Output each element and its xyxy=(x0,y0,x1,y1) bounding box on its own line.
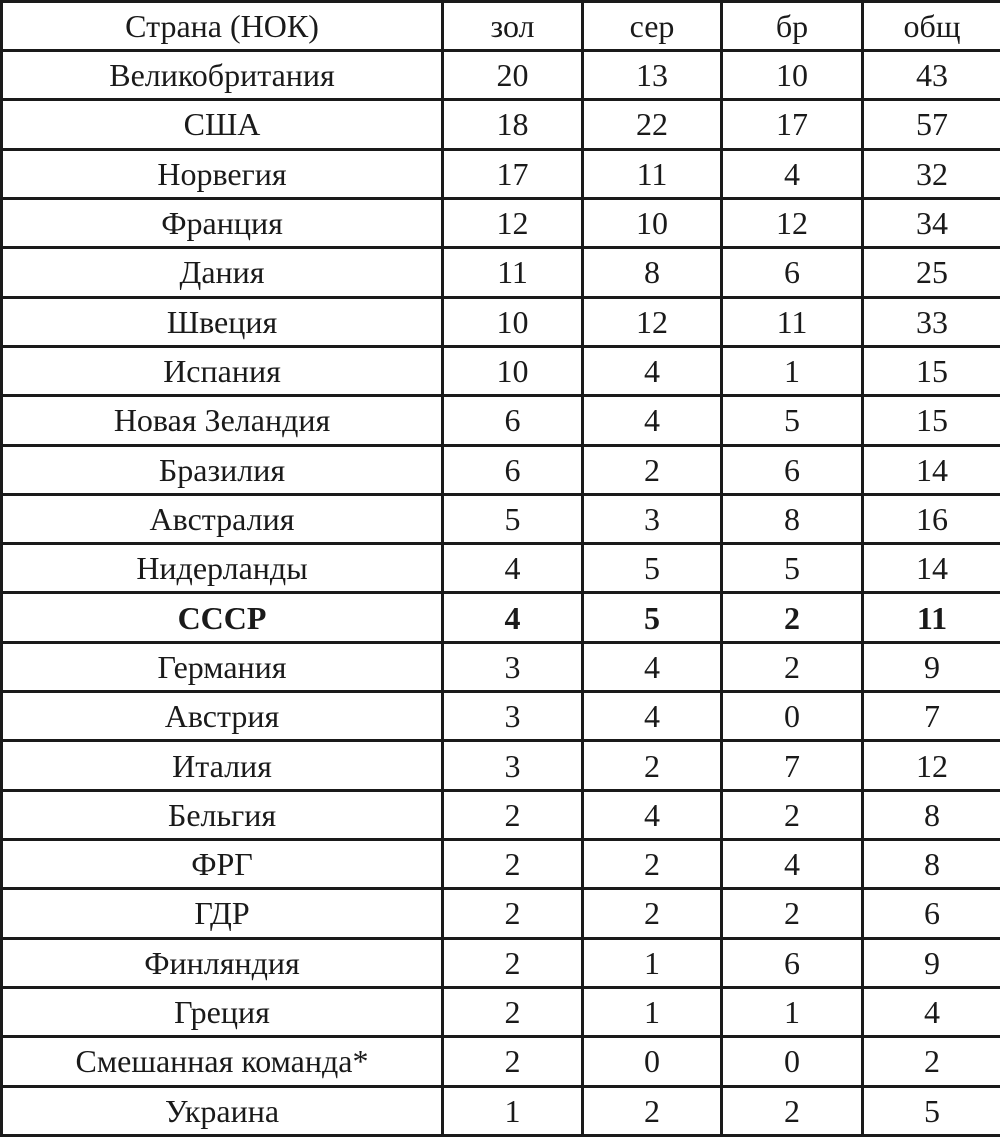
silver-cell: 13 xyxy=(583,51,722,100)
total-cell: 5 xyxy=(863,1086,1000,1135)
bronze-cell: 12 xyxy=(722,198,863,247)
gold-cell: 2 xyxy=(443,840,583,889)
gold-cell: 20 xyxy=(443,51,583,100)
bronze-cell: 2 xyxy=(722,1086,863,1135)
bronze-cell: 7 xyxy=(722,741,863,790)
total-cell: 15 xyxy=(863,346,1000,395)
table-row xyxy=(2,149,1000,198)
total-cell: 14 xyxy=(863,445,1000,494)
table-row xyxy=(2,790,1000,839)
header-country: Страна (НОК) xyxy=(2,2,443,51)
gold-cell: 12 xyxy=(443,198,583,247)
total-cell: 33 xyxy=(863,297,1000,346)
gold-cell: 10 xyxy=(443,346,583,395)
table-row xyxy=(2,445,1000,494)
total-cell: 25 xyxy=(863,248,1000,297)
table-row xyxy=(2,248,1000,297)
gold-cell: 1 xyxy=(443,1086,583,1135)
table-row xyxy=(2,642,1000,691)
bronze-cell: 5 xyxy=(722,544,863,593)
gold-cell: 11 xyxy=(443,248,583,297)
header-silver: сер xyxy=(583,2,722,51)
silver-cell: 2 xyxy=(583,741,722,790)
table-row xyxy=(2,741,1000,790)
gold-cell: 2 xyxy=(443,889,583,938)
gold-cell: 2 xyxy=(443,790,583,839)
country-cell: Новая Зеландия xyxy=(2,396,443,445)
silver-cell: 0 xyxy=(583,1037,722,1086)
table-row xyxy=(2,987,1000,1036)
table-row xyxy=(2,1086,1000,1135)
total-cell: 6 xyxy=(863,889,1000,938)
total-cell: 16 xyxy=(863,494,1000,543)
country-cell: Нидерланды xyxy=(2,544,443,593)
country-cell: Испания xyxy=(2,346,443,395)
bronze-cell: 2 xyxy=(722,642,863,691)
bronze-cell: 4 xyxy=(722,149,863,198)
gold-cell: 5 xyxy=(443,494,583,543)
gold-cell: 3 xyxy=(443,741,583,790)
country-cell: Великобритания xyxy=(2,51,443,100)
country-cell: Смешанная команда* xyxy=(2,1037,443,1086)
total-cell: 9 xyxy=(863,642,1000,691)
total-cell: 9 xyxy=(863,938,1000,987)
silver-cell: 2 xyxy=(583,889,722,938)
bronze-cell: 10 xyxy=(722,51,863,100)
total-cell: 11 xyxy=(863,593,1000,642)
bronze-cell: 6 xyxy=(722,248,863,297)
gold-cell: 3 xyxy=(443,692,583,741)
silver-cell: 1 xyxy=(583,938,722,987)
silver-cell: 4 xyxy=(583,346,722,395)
table-row xyxy=(2,593,1000,642)
bronze-cell: 2 xyxy=(722,593,863,642)
country-cell: Австралия xyxy=(2,494,443,543)
total-cell: 57 xyxy=(863,100,1000,149)
country-cell: Норвегия xyxy=(2,149,443,198)
header-gold: зол xyxy=(443,2,583,51)
bronze-cell: 5 xyxy=(722,396,863,445)
country-cell: Италия xyxy=(2,741,443,790)
table-row xyxy=(2,1037,1000,1086)
header-total: общ xyxy=(863,2,1000,51)
silver-cell: 4 xyxy=(583,790,722,839)
total-cell: 15 xyxy=(863,396,1000,445)
silver-cell: 3 xyxy=(583,494,722,543)
silver-cell: 11 xyxy=(583,149,722,198)
total-cell: 32 xyxy=(863,149,1000,198)
gold-cell: 2 xyxy=(443,1037,583,1086)
table-row xyxy=(2,938,1000,987)
gold-cell: 4 xyxy=(443,593,583,642)
table-row xyxy=(2,346,1000,395)
total-cell: 12 xyxy=(863,741,1000,790)
header-row xyxy=(2,2,1000,51)
country-cell: Греция xyxy=(2,987,443,1036)
country-cell: Финляндия xyxy=(2,938,443,987)
bronze-cell: 2 xyxy=(722,889,863,938)
bronze-cell: 8 xyxy=(722,494,863,543)
silver-cell: 2 xyxy=(583,1086,722,1135)
country-cell: Германия xyxy=(2,642,443,691)
silver-cell: 1 xyxy=(583,987,722,1036)
gold-cell: 10 xyxy=(443,297,583,346)
gold-cell: 4 xyxy=(443,544,583,593)
table-row xyxy=(2,840,1000,889)
country-cell: США xyxy=(2,100,443,149)
table-row xyxy=(2,494,1000,543)
silver-cell: 4 xyxy=(583,692,722,741)
silver-cell: 10 xyxy=(583,198,722,247)
silver-cell: 4 xyxy=(583,642,722,691)
table-row xyxy=(2,692,1000,741)
gold-cell: 2 xyxy=(443,938,583,987)
silver-cell: 12 xyxy=(583,297,722,346)
country-cell: Бразилия xyxy=(2,445,443,494)
silver-cell: 8 xyxy=(583,248,722,297)
bronze-cell: 1 xyxy=(722,346,863,395)
table-body xyxy=(2,51,1000,1136)
silver-cell: 22 xyxy=(583,100,722,149)
total-cell: 43 xyxy=(863,51,1000,100)
total-cell: 2 xyxy=(863,1037,1000,1086)
total-cell: 14 xyxy=(863,544,1000,593)
country-cell: Франция xyxy=(2,198,443,247)
country-cell: ГДР xyxy=(2,889,443,938)
total-cell: 8 xyxy=(863,790,1000,839)
table-row xyxy=(2,396,1000,445)
country-cell: Бельгия xyxy=(2,790,443,839)
silver-cell: 2 xyxy=(583,445,722,494)
total-cell: 4 xyxy=(863,987,1000,1036)
bronze-cell: 1 xyxy=(722,987,863,1036)
silver-cell: 2 xyxy=(583,840,722,889)
table-row xyxy=(2,100,1000,149)
table-row xyxy=(2,198,1000,247)
table-row xyxy=(2,889,1000,938)
country-cell: Украина xyxy=(2,1086,443,1135)
gold-cell: 3 xyxy=(443,642,583,691)
bronze-cell: 4 xyxy=(722,840,863,889)
country-cell: СССР xyxy=(2,593,443,642)
bronze-cell: 0 xyxy=(722,692,863,741)
table-row xyxy=(2,51,1000,100)
country-cell: ФРГ xyxy=(2,840,443,889)
total-cell: 8 xyxy=(863,840,1000,889)
gold-cell: 6 xyxy=(443,445,583,494)
table-row xyxy=(2,297,1000,346)
bronze-cell: 0 xyxy=(722,1037,863,1086)
bronze-cell: 2 xyxy=(722,790,863,839)
country-cell: Австрия xyxy=(2,692,443,741)
gold-cell: 6 xyxy=(443,396,583,445)
header-bronze: бр xyxy=(722,2,863,51)
silver-cell: 4 xyxy=(583,396,722,445)
country-cell: Дания xyxy=(2,248,443,297)
silver-cell: 5 xyxy=(583,593,722,642)
total-cell: 34 xyxy=(863,198,1000,247)
table-row xyxy=(2,544,1000,593)
gold-cell: 18 xyxy=(443,100,583,149)
gold-cell: 2 xyxy=(443,987,583,1036)
country-cell: Швеция xyxy=(2,297,443,346)
silver-cell: 5 xyxy=(583,544,722,593)
bronze-cell: 11 xyxy=(722,297,863,346)
bronze-cell: 6 xyxy=(722,938,863,987)
bronze-cell: 6 xyxy=(722,445,863,494)
gold-cell: 17 xyxy=(443,149,583,198)
total-cell: 7 xyxy=(863,692,1000,741)
bronze-cell: 17 xyxy=(722,100,863,149)
